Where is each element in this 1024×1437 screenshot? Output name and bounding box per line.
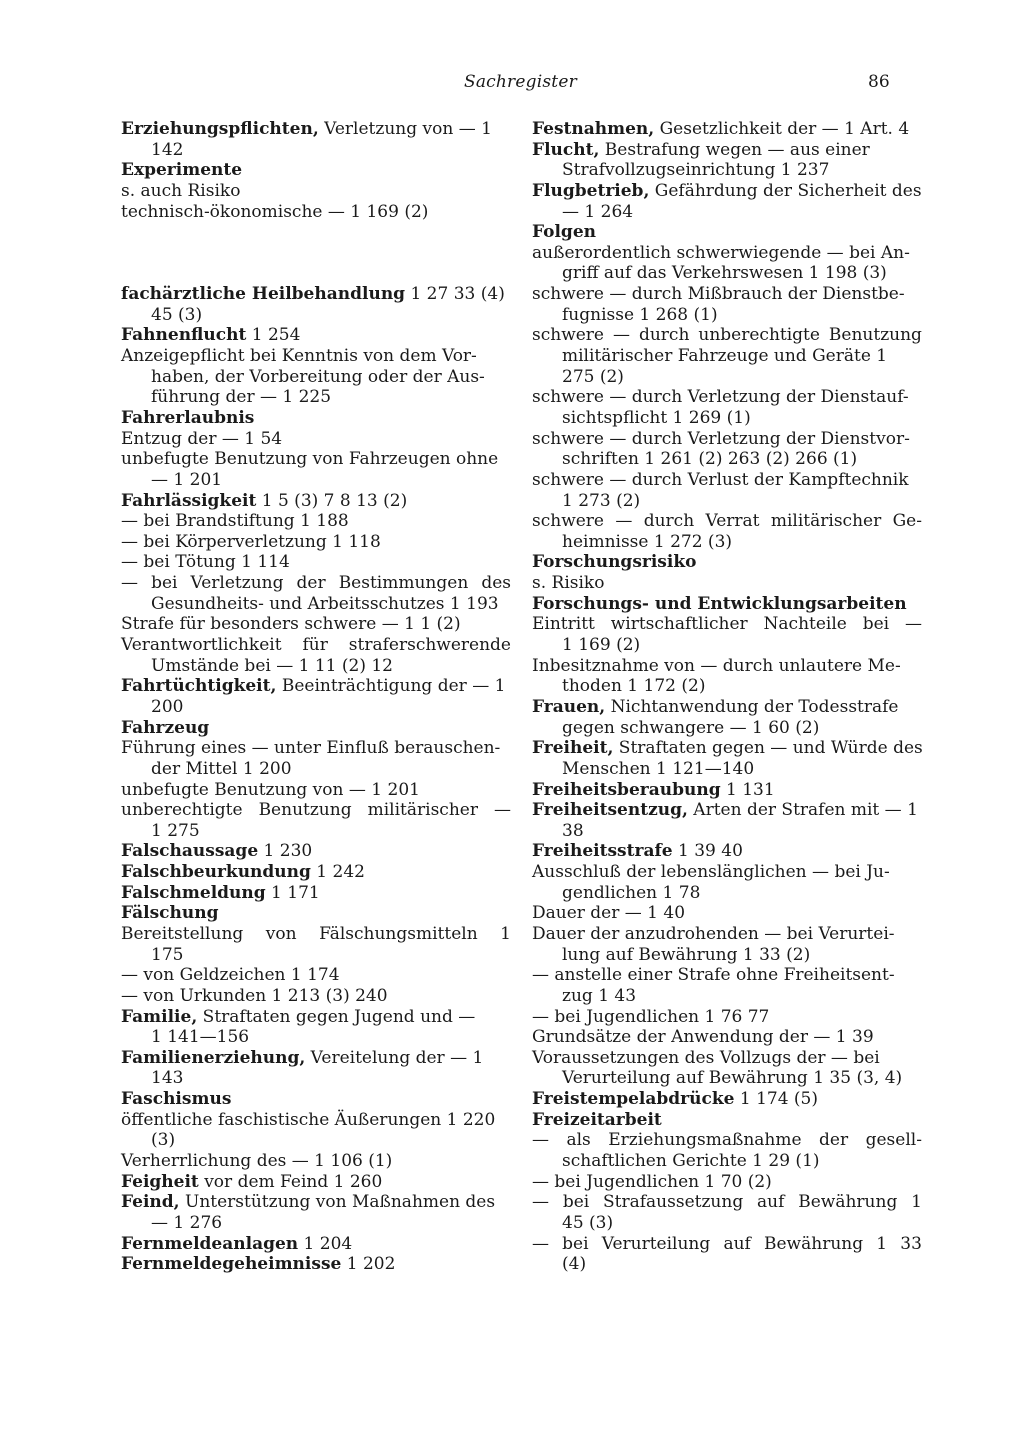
index-line — [121, 697, 511, 718]
index-line — [532, 532, 922, 553]
index-line — [532, 263, 922, 284]
index-reference: 38 — [562, 820, 584, 841]
index-line — [532, 986, 922, 1007]
index-reference: Umstände bei — 1 11 (2) 12 — [151, 655, 393, 676]
index-word: — — [612, 325, 630, 346]
index-line — [121, 759, 511, 780]
index-keyword: Falschbeurkundung — [121, 862, 311, 883]
index-word: der — [296, 573, 326, 594]
index-reference: Voraussetzungen des Vollzugs der — bei — [532, 1047, 880, 1068]
index-reference: Vereitelung der — 1 — [305, 1047, 484, 1068]
index-keyword: Freiheitsberaubung — [532, 779, 721, 800]
index-line — [532, 656, 922, 677]
index-line — [532, 1192, 922, 1213]
index-reference: — bei Jugendlichen 1 70 (2) — [532, 1171, 772, 1192]
index-line — [532, 1048, 922, 1069]
index-keyword: Familienerziehung, — [121, 1047, 306, 1068]
index-keyword: Freizeitarbeit — [532, 1109, 662, 1130]
index-keyword: Fernmeldegeheimnisse — [121, 1254, 342, 1275]
index-line — [121, 202, 511, 223]
index-line — [532, 945, 922, 966]
index-column-left — [121, 119, 511, 1275]
index-line — [532, 924, 922, 945]
index-line — [532, 821, 922, 842]
index-reference: Entzug der — 1 54 — [121, 428, 283, 449]
index-keyword: Folgen — [532, 222, 596, 243]
index-line — [532, 119, 922, 140]
index-reference: — 1 276 — [151, 1212, 223, 1233]
index-reference: 1 39 40 — [672, 841, 743, 862]
index-word: — — [121, 573, 138, 594]
index-word: Bewährung — [798, 1192, 898, 1213]
index-reference: Inbesitznahme von — durch unlautere Me- — [532, 655, 901, 676]
index-line — [532, 243, 922, 264]
index-line — [532, 1089, 922, 1110]
index-line — [532, 449, 922, 470]
index-line — [121, 986, 511, 1007]
index-column-right — [532, 119, 922, 1275]
index-word: gesell- — [865, 1130, 922, 1151]
index-reference: lung auf Bewährung 1 33 (2) — [562, 944, 811, 965]
index-keyword: Erziehungspflichten, — [121, 119, 319, 139]
index-reference: 1 273 (2) — [562, 490, 641, 511]
index-line — [121, 140, 511, 161]
index-reference: 1 171 — [265, 882, 320, 903]
index-reference: Bestrafung wegen — aus einer — [599, 139, 870, 160]
index-line — [532, 408, 922, 429]
index-line — [532, 697, 922, 718]
index-line — [532, 759, 922, 780]
index-word: 33 — [900, 1233, 922, 1254]
index-line — [121, 1151, 511, 1172]
index-line — [121, 119, 511, 140]
index-reference: 1 27 33 (4) — [405, 284, 505, 305]
index-reference: — 1 264 — [562, 201, 634, 222]
index-reference: Anzeigepflicht bei Kenntnis von dem Vor- — [121, 346, 477, 367]
index-word: bei — [562, 1233, 589, 1254]
index-line — [121, 780, 511, 801]
index-reference: Unterstützung von Maßnahmen des — [179, 1192, 496, 1213]
index-line — [121, 635, 511, 656]
index-keyword: Fahrzeug — [121, 717, 210, 738]
index-reference: gendlichen 1 78 — [562, 882, 701, 903]
index-line — [532, 862, 922, 883]
index-reference: Strafvollzugseinrichtung 1 237 — [562, 160, 830, 181]
index-reference: Gesetzlichkeit der — 1 Art. 4 — [654, 119, 910, 139]
index-line — [121, 1130, 511, 1151]
index-line — [532, 718, 922, 739]
index-reference: — anstelle einer Strafe ohne Freiheitsent- — [532, 965, 895, 986]
index-line — [532, 491, 922, 512]
index-word: Benutzung — [258, 800, 352, 821]
index-line — [121, 1172, 511, 1193]
page-number: 86 — [868, 72, 890, 92]
index-keyword: Fahrlässigkeit — [121, 490, 257, 511]
index-reference: s. auch Risiko — [121, 180, 241, 201]
index-reference: Straftaten gegen Jugend und — — [197, 1006, 476, 1027]
index-word: Verrat — [705, 511, 760, 532]
index-line — [121, 1048, 511, 1069]
index-reference: 200 — [151, 696, 184, 717]
index-word: schwere — [532, 325, 604, 346]
index-line — [121, 594, 511, 615]
index-reference: 1 5 (3) 7 8 13 (2) — [256, 490, 408, 511]
index-line — [121, 284, 511, 305]
index-reference: der Mittel 1 200 — [151, 758, 292, 779]
index-line — [121, 491, 511, 512]
index-keyword: Forschungs- und Entwicklungsarbeiten — [532, 593, 907, 614]
index-word: Bestimmungen — [338, 573, 469, 594]
index-line — [121, 1110, 511, 1131]
index-keyword: Familie, — [121, 1006, 198, 1027]
index-line — [121, 1089, 511, 1110]
index-word: bei — [862, 614, 890, 635]
index-reference: 1 169 (2) — [562, 635, 641, 656]
index-line — [121, 552, 511, 573]
index-line — [532, 883, 922, 904]
index-line — [121, 429, 511, 450]
index-keyword: Falschmeldung — [121, 882, 266, 903]
index-line — [121, 160, 511, 181]
index-reference: 1 242 — [310, 862, 365, 883]
index-reference: griff auf das Verkehrswesen 1 198 (3) — [562, 263, 887, 284]
index-word: auf — [723, 1233, 751, 1254]
index-line — [121, 532, 511, 553]
index-line — [121, 408, 511, 429]
index-line — [532, 965, 922, 986]
index-line — [532, 738, 922, 759]
index-line — [532, 284, 922, 305]
index-line — [532, 635, 922, 656]
index-word: 1 — [500, 923, 511, 944]
index-reference: 1 275 — [151, 820, 200, 841]
index-line — [532, 594, 922, 615]
index-line — [121, 883, 511, 904]
index-reference: (3) — [151, 1130, 176, 1151]
index-reference: heimnisse 1 272 (3) — [562, 531, 733, 552]
index-keyword: Freiheit, — [532, 738, 614, 759]
index-line — [532, 140, 922, 161]
index-line — [532, 1068, 922, 1089]
index-reference: 1 202 — [341, 1254, 396, 1275]
index-word: als — [566, 1130, 591, 1151]
index-line — [121, 718, 511, 739]
index-reference: schriften 1 261 (2) 263 (2) 266 (1) — [562, 449, 858, 470]
index-reference: — bei Körperverletzung 1 118 — [121, 531, 381, 552]
index-line — [532, 1027, 922, 1048]
index-line — [121, 573, 511, 594]
index-word: Verantwortlichkeit — [121, 635, 282, 656]
index-word: Eintritt — [532, 614, 595, 635]
page-header-title: Sachregister — [464, 72, 577, 92]
index-reference: (4) — [562, 1254, 587, 1275]
index-reference: Dauer der anzudrohenden — bei Verurtei- — [532, 923, 895, 944]
index-reference: Ausschluß der lebenslänglichen — bei Ju- — [532, 862, 890, 883]
index-line — [532, 676, 922, 697]
index-line — [532, 202, 922, 223]
index-word: bei — [562, 1192, 590, 1213]
index-line — [121, 965, 511, 986]
index-line — [121, 1234, 511, 1255]
index-reference: Straftaten gegen — und Würde des — [613, 738, 923, 759]
index-reference: haben, der Vorbereitung oder der Aus- — [151, 366, 485, 387]
index-keyword: Fernmeldeanlagen — [121, 1233, 299, 1254]
index-line — [121, 656, 511, 677]
index-word: — — [493, 800, 511, 821]
index-line — [532, 367, 922, 388]
index-keyword: Fahrerlaubnis — [121, 407, 255, 428]
index-line — [121, 614, 511, 635]
index-word: der — [819, 1130, 849, 1151]
index-line — [532, 1234, 922, 1255]
index-line — [121, 387, 511, 408]
index-line — [121, 1027, 511, 1048]
index-keyword: Fahrtüchtigkeit, — [121, 676, 277, 697]
index-line — [121, 676, 511, 697]
index-line — [532, 614, 922, 635]
index-reference: 45 (3) — [562, 1212, 614, 1233]
index-line — [121, 800, 511, 821]
index-line — [121, 181, 511, 202]
index-line — [121, 470, 511, 491]
index-reference: 142 — [151, 139, 184, 160]
index-word: durch — [638, 325, 690, 346]
index-reference: 175 — [151, 944, 184, 965]
index-word: — — [905, 614, 922, 635]
index-line — [532, 903, 922, 924]
index-keyword: Experimente — [121, 160, 243, 181]
index-reference: führung der — 1 225 — [151, 387, 332, 408]
index-reference: schaftlichen Gerichte 1 29 (1) — [562, 1151, 820, 1172]
index-reference: militärischer Fahrzeuge und Geräte 1 — [562, 346, 888, 367]
index-reference: zug 1 43 — [562, 985, 637, 1006]
index-line — [532, 346, 922, 367]
index-word: des — [481, 573, 511, 594]
index-keyword: Freiheitsentzug, — [532, 800, 688, 821]
index-line — [121, 1192, 511, 1213]
index-line — [532, 160, 922, 181]
index-line — [532, 325, 922, 346]
index-line — [121, 903, 511, 924]
index-reference: unbefugte Benutzung von Fahrzeugen ohne — [121, 449, 499, 470]
index-keyword: Festnahmen, — [532, 119, 655, 139]
index-reference: 1 174 (5) — [734, 1089, 819, 1110]
blank-line — [121, 263, 511, 284]
index-keyword: Freiheitsstrafe — [532, 841, 673, 862]
index-line — [532, 841, 922, 862]
index-reference: 1 141—156 — [151, 1027, 250, 1048]
index-keyword: Fälschung — [121, 903, 219, 924]
index-line — [532, 1172, 922, 1193]
index-reference: Beeinträchtigung der — 1 — [276, 676, 506, 697]
index-word: — — [532, 1130, 549, 1151]
index-reference: Führung eines — unter Einfluß berauschen- — [121, 738, 501, 759]
index-reference: 45 (3) — [151, 304, 203, 325]
index-line — [121, 862, 511, 883]
index-word: wirtschaftlicher — [610, 614, 748, 635]
index-reference: — von Geldzeichen 1 174 — [121, 965, 340, 986]
index-reference: Menschen 1 121—140 — [562, 758, 755, 779]
index-reference: — bei Tötung 1 114 — [121, 552, 290, 573]
index-word: Nachteile — [763, 614, 847, 635]
index-reference: 1 204 — [298, 1233, 353, 1254]
index-word: für — [302, 635, 328, 656]
index-keyword: Forschungsrisiko — [532, 552, 697, 573]
index-line — [121, 841, 511, 862]
blank-line — [121, 222, 511, 243]
index-line — [532, 1130, 922, 1151]
index-word: militärischer — [367, 800, 478, 821]
index-reference: Grundsätze der Anwendung der — 1 39 — [532, 1027, 874, 1048]
index-word: schwere — [532, 511, 604, 532]
index-reference: fugnisse 1 268 (1) — [562, 304, 718, 325]
index-keyword: Flugbetrieb, — [532, 180, 650, 201]
index-line — [121, 511, 511, 532]
index-keyword: fachärztliche Heilbehandlung — [121, 284, 406, 305]
index-line — [532, 573, 922, 594]
index-word: 1 — [876, 1233, 888, 1254]
index-word: — — [532, 1192, 549, 1213]
index-line — [121, 1213, 511, 1234]
index-reference: außerordentlich schwerwiegende — bei An- — [532, 242, 910, 263]
index-reference: schwere — durch Verlust der Kampftechnik — [532, 469, 909, 490]
index-reference: — von Urkunden 1 213 (3) 240 — [121, 985, 388, 1006]
index-word: straferschwerende — [348, 635, 511, 656]
index-line — [121, 1007, 511, 1028]
index-reference: Arten der Strafen mit — 1 — [687, 800, 918, 821]
index-reference: — 1 201 — [151, 469, 223, 490]
index-reference: unbefugte Benutzung von — 1 201 — [121, 779, 420, 800]
index-reference: schwere — durch Mißbrauch der Dienstbe- — [532, 284, 905, 305]
index-word: Erziehungsmaßnahme — [608, 1130, 802, 1151]
index-line — [121, 1068, 511, 1089]
index-line — [532, 552, 922, 573]
index-keyword: Feigheit — [121, 1171, 199, 1192]
index-reference: schwere — durch Verletzung der Dienstauf- — [532, 387, 909, 408]
index-line — [532, 429, 922, 450]
index-word: militärischer — [770, 511, 882, 532]
index-line — [532, 1151, 922, 1172]
index-reference: gegen schwangere — 1 60 (2) — [562, 717, 820, 738]
index-keyword: Falschaussage — [121, 841, 259, 862]
index-line — [532, 222, 922, 243]
index-word: Verletzung — [190, 573, 284, 594]
index-word: von — [265, 923, 297, 944]
index-reference: technisch-ökonomische — 1 169 (2) — [121, 201, 429, 222]
index-reference: Nichtanwendung der Todesstrafe — [605, 696, 899, 717]
index-word: Bereitstellung — [121, 923, 244, 944]
index-word: durch — [643, 511, 695, 532]
index-reference: öffentliche faschistische Äußerungen 1 220 — [121, 1109, 496, 1130]
index-line — [121, 449, 511, 470]
index-word: Bewährung — [764, 1233, 864, 1254]
index-line — [532, 780, 922, 801]
index-reference: — bei Jugendlichen 1 76 77 — [532, 1006, 770, 1027]
index-reference: 1 254 — [246, 325, 301, 346]
index-reference: 1 131 — [720, 779, 775, 800]
index-reference: Verurteilung auf Bewährung 1 35 (3, 4) — [562, 1068, 903, 1089]
index-word: unberechtigte — [698, 325, 820, 346]
index-word: Verurteilung — [601, 1233, 711, 1254]
index-word: bei — [151, 573, 178, 594]
index-word: — — [615, 511, 633, 532]
index-keyword: Flucht, — [532, 139, 600, 160]
index-line — [532, 1254, 922, 1275]
index-line — [121, 945, 511, 966]
index-line — [532, 470, 922, 491]
index-word: Benutzung — [828, 325, 922, 346]
index-line — [532, 387, 922, 408]
index-reference: thoden 1 172 (2) — [562, 676, 706, 697]
index-reference: Gefährdung der Sicherheit des — [649, 180, 922, 201]
index-line — [532, 1213, 922, 1234]
index-word: Fälschungsmitteln — [319, 923, 478, 944]
index-line — [121, 367, 511, 388]
index-reference: Verletzung von — 1 — [318, 119, 492, 139]
index-line — [121, 1254, 511, 1275]
index-word: Strafaussetzung — [603, 1192, 744, 1213]
index-line — [121, 325, 511, 346]
index-line — [121, 924, 511, 945]
index-reference: sichtspflicht 1 269 (1) — [562, 407, 751, 428]
index-line — [532, 181, 922, 202]
index-reference: schwere — durch Verletzung der Dienstvor- — [532, 428, 910, 449]
index-word: unberechtigte — [121, 800, 243, 821]
index-word: — — [532, 1233, 549, 1254]
index-word: Ge- — [892, 511, 922, 532]
index-line — [121, 821, 511, 842]
index-line — [532, 511, 922, 532]
index-reference: Gesundheits- und Arbeitsschutzes 1 193 — [151, 593, 499, 614]
index-line — [121, 346, 511, 367]
index-keyword: Feind, — [121, 1192, 180, 1213]
index-line — [532, 1110, 922, 1131]
index-keyword: Fahnenflucht — [121, 325, 247, 346]
index-reference: 143 — [151, 1068, 184, 1089]
index-keyword: Faschismus — [121, 1089, 232, 1110]
index-reference: 1 230 — [258, 841, 313, 862]
index-reference: — bei Brandstiftung 1 188 — [121, 511, 349, 532]
index-keyword: Freistempelabdrücke — [532, 1089, 735, 1110]
index-line — [532, 305, 922, 326]
index-word: 1 — [911, 1192, 922, 1213]
index-line — [532, 800, 922, 821]
index-word: auf — [757, 1192, 785, 1213]
index-line — [121, 738, 511, 759]
blank-line — [121, 243, 511, 264]
index-reference: Verherrlichung des — 1 106 (1) — [121, 1151, 393, 1172]
index-line — [532, 1007, 922, 1028]
index-keyword: Frauen, — [532, 696, 606, 717]
index-reference: Dauer der — 1 40 — [532, 903, 686, 924]
index-reference: Strafe für besonders schwere — 1 1 (2) — [121, 614, 461, 635]
index-line — [121, 305, 511, 326]
index-reference: s. Risiko — [532, 573, 605, 594]
index-reference: 275 (2) — [562, 366, 624, 387]
index-reference: vor dem Feind 1 260 — [198, 1171, 383, 1192]
